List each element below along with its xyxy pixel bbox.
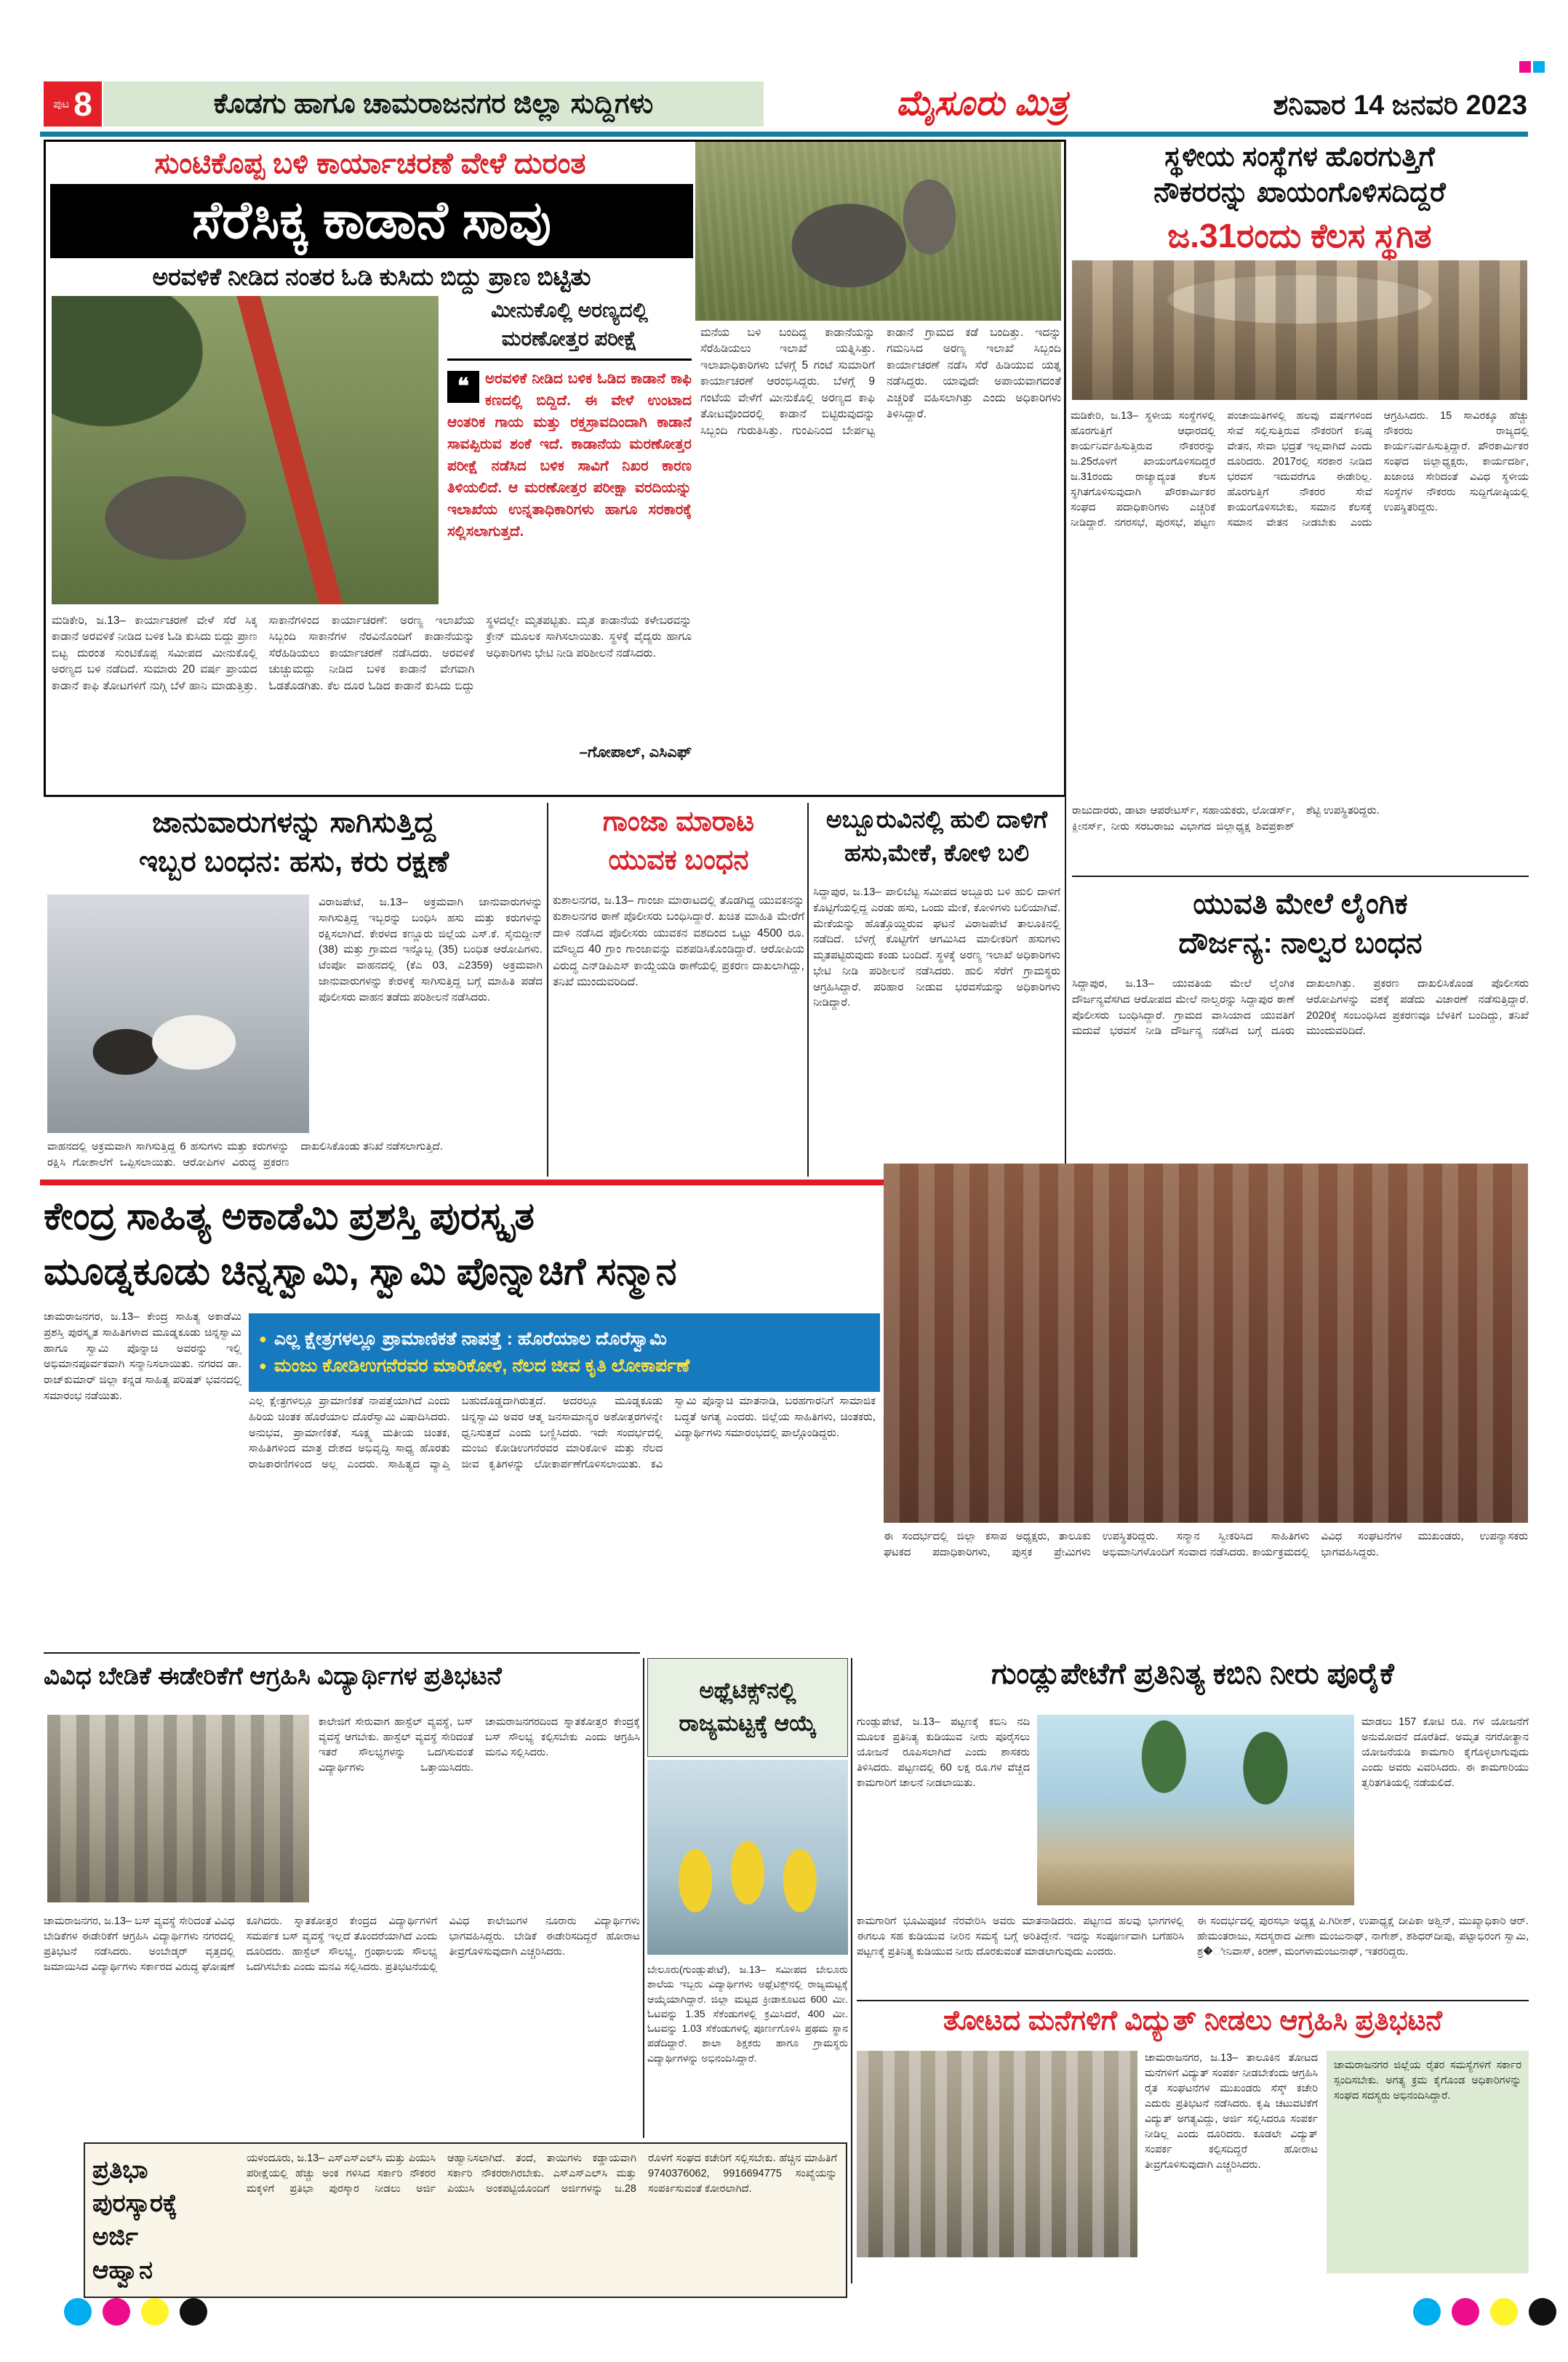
article-kabini-col-right: ಮಾಡಲು 157 ಕೋಟಿ ರೂ. ಗಳ ಯೋಜನೆಗೆ ಅನುಮೋದನೆ ದೊರೆತಿದೆ. ಅಮೃತ ನಗರೋತ್ಥಾನ ಯೋಜನೆಯಡಿ ಕಾಮಗಾರಿ ಕೈಗೊಳ್ಳಲಾಗುವುದು ಎಂದು ಅವರು ವಿವರಿಸಿದರು. ಈ ಕಾಮಗಾರಿಯು ತ್ವರಿತಗತಿಯಲ್ಲಿ ನಡೆಯಲಿದೆ. — [1361, 1716, 1529, 1790]
article-assault-tail2: ನೀರು ಸರಬರಾಜು ವಿಭಾಗದ ಜಿಲ್ಲಾಧ್ಯಕ್ಷ ಶಿವಪ್ರಕಾಶ್ ಶೆಟ್ಟಿ ಉಪಸ್ಥಿತರಿದ್ದರು. — [1111, 804, 1380, 833]
article-elephant-headline: ಸೆರೆಸಿಕ್ಕ ಕಾಡಾನೆ ಸಾವು — [50, 184, 693, 258]
article-ganja — [553, 803, 804, 1177]
edition-date: ಶನಿವಾರ 14 ಜನವರಿ 2023 — [1273, 89, 1527, 121]
article-elephant-right-column: ಮನೆಯ ಬಳಿ ಬಂದಿದ್ದ ಕಾಡಾನೆಯನ್ನು ಸೆರೆಹಿಡಿಯಲು ಇಲಾಖೆ ಯತ್ನಿಸಿತ್ತು. ಇಲಾಖಾಧಿಕಾರಿಗಳು ಬೆಳಗ್ಗೆ 5 ಗಂಟೆ ಸುಮಾರಿಗೆ ಕಾರ್ಯಾಚರಣೆ ಆರಂಭಿಸಿದ್ದರು. ಬೆಳಗ್ಗೆ 9 ಗಂಟೆಯ ವೇಳೆಗೆ ಮೀನುಕೊಲ್ಲಿ ಅರಣ್ಯದ ಕಾಫಿ ತೋಟವೊಂದರಲ್ಲಿ ಕಾಡಾನೆ ಬಿಟ್ಟಿರುವುದನ್ನು ಸಿಬ್ಬಂದಿ ಗುರುತಿಸಿತ್ತು. ಗುಂಪಿನಿಂದ ಬೇರ್ಪಟ್ಟ ಕಾಡಾನೆ ಗ್ರಾಮದ ಕಡೆ ಬಂದಿತ್ತು. ಇದನ್ನು ಗಮನಿಸಿದ ಅರಣ್ಯ ಇಲಾಖೆ ಸಿಬ್ಬಂದಿ ಕಾರ್ಯಾಚರಣೆ ನಡೆಸಿ ಸೆರೆ ಹಿಡಿಯುವ ಯತ್ನ ನಡೆಸಿದ್ದರು. ಯಾವುದೇ ಅಪಾಯವಾಗದಂತೆ ಎಚ್ಚರಿಕೆ ವಹಿಸಲಾಗಿತ್ತು ಎಂದು ಅಧಿಕಾರಿಗಳು ತಿಳಿಸಿದ್ದಾರೆ. — [700, 327, 1061, 437]
article-kabini-head: ಗುಂಡ್ಲುಪೇಟೆಗೆ ಪ್ರತಿನಿತ್ಯ ಕಬಿನಿ ನೀರು ಪೂರೈಕೆ — [991, 1658, 1394, 1690]
article-cattle-body-side: ವಿರಾಜಪೇಟೆ, ಜ.13– ಅಕ್ರಮವಾಗಿ ಜಾನುವಾರುಗಳನ್ನು ಸಾಗಿಸುತ್ತಿದ್ದ ಇಬ್ಬರನ್ನು ಬಂಧಿಸಿ ಹಸು ಮತ್ತು ಕರುಗಳನ್ನು ರಕ್ಷಿಸಲಾಗಿದೆ. ಕೇರಳದ ಕಣ್ಣೂರು ಜಿಲ್ಲೆಯ ಎಸ್.ಕೆ. ಸೈನುದ್ದೀನ್ (38) ಮತ್ತು ಗ್ರಾಮದ ಇನ್ನೊಬ್ಬ (35) ಬಂಧಿತ ಆರೋಪಿಗಳು. ಟೆಂಪೋ ವಾಹನದಲ್ಲಿ (ಕೆಎ 03, ಎ2359) ಅಕ್ರಮವಾಗಿ ಜಾನುವಾರುಗಳನ್ನು ಕೇರಳಕ್ಕೆ ಸಾಗಿಸುತ್ತಿದ್ದ ಬಗ್ಗೆ ಮಾಹಿತಿ ಪಡೆದ ಪೊಲೀಸರು ವಾಹನ ತಡೆದು ಪರಿಶೀಲನೆ ನಡೆಸಿದರು. — [319, 896, 543, 1004]
article-athletics-body: ಬೇಲೂರು(ಗುಂಡ್ಲುಪೇಟೆ), ಜ.13– ಸಮೀಪದ ಬೇಲೂರು ಶಾಲೆಯ ಇಬ್ಬರು ವಿದ್ಯಾರ್ಥಿಗಳು ಅಥ್ಲೆಟಿಕ್ಸ್‌ನಲ್ಲಿ ರಾಜ್ಯಮಟ್ಟಕ್ಕೆ ಆಯ್ಕೆಯಾಗಿದ್ದಾರೆ. ಜಿಲ್ಲಾ ಮಟ್ಟದ ಕ್ರೀಡಾಕೂಟದ 600 ಮೀ. ಓಟವನ್ನು 1.35 ಸೆಕೆಂಡುಗಳಲ್ಲಿ ಕ್ರಮಿಸಿದರೆ, 400 ಮೀ. ಓಟವನ್ನು 1.03 ಸೆಕೆಂಡುಗಳಲ್ಲಿ ಪೂರ್ಣಗೊಳಿಸಿ ಪ್ರಥಮ ಸ್ಥಾನ ಪಡೆದಿದ್ದಾರೆ. ಶಾಲಾ ಶಿಕ್ಷಕರು ಹಾಗೂ ಗ್ರಾಮಸ್ಥರು ವಿದ್ಯಾರ್ಥಿಗಳನ್ನು ಅಭಿನಂದಿಸಿದ್ದಾರೆ. — [647, 1963, 848, 2064]
article-elephant-kicker: ಸುಂಟಿಕೊಪ್ಪ ಬಳಿ ಕಾರ್ಯಾಚರಣೆ ವೇಳೆ ದುರಂತ — [154, 147, 586, 180]
article-cattle — [44, 803, 544, 1177]
feature-head2: ಮೂಡ್ನಕೂಡು ಚಿನ್ನಸ್ವಾಮಿ, ಸ್ವಾಮಿ ಪೊನ್ನಾಚಿಗೆ ಸನ್ಮಾನ — [44, 1251, 677, 1293]
article-pratibha — [84, 2142, 847, 2298]
column-divider — [547, 803, 548, 1177]
feature-bullet-1: ಎಲ್ಲ ಕ್ಷೇತ್ರಗಳಲ್ಲೂ ಪ್ರಾಮಾಣಿಕತೆ ನಾಪತ್ತೆ : ಹೊರೆಯಾಲ ದೊರೆಸ್ವಾಮಿ — [273, 1328, 667, 1349]
article-cattle-head2: ಇಬ್ಬರ ಬಂಧನ: ಹಸು, ಕರು ರಕ್ಷಣೆ — [138, 846, 449, 878]
feature-intro-column: ಚಾಮರಾಜನಗರ, ಜ.13– ಕೇಂದ್ರ ಸಾಹಿತ್ಯ ಅಕಾಡೆಮಿ ಪ್ರಶಸ್ತಿ ಪುರಸ್ಕೃತ ಸಾಹಿತಿಗಳಾದ ಮೂಡ್ನಕೂಡು ಚಿನ್ನಸ್ವಾಮಿ ಹಾಗೂ ಸ್ವಾಮಿ ಪೊನ್ನಾಚಿ ಅವರನ್ನು ಇಲ್ಲಿ ಅಭಿಮಾನಪೂರ್ವಕವಾಗಿ ಸನ್ಮಾನಿಸಲಾಯಿತು. ನಗರದ ಡಾ. ರಾಜ್‌ಕುಮಾರ್ ಜಿಲ್ಲಾ ಕನ್ನಡ ಸಾಹಿತ್ಯ ಪರಿಷತ್ ಭವನದಲ್ಲಿ ಸಮಾರಂಭ ನಡೆಯಿತು. — [44, 1310, 241, 1402]
article-electricity-head: ತೋಟದ ಮನೆಗಳಿಗೆ ವಿದ್ಯುತ್ ನೀಡಲು ಆಗ್ರಹಿಸಿ ಪ್ರತಿಭಟನೆ — [943, 2006, 1443, 2036]
photo-kabini-bhoomi-pooja — [1037, 1715, 1354, 1905]
article-outsourcing-head2: ನೌಕರರನ್ನು ಖಾಯಂಗೊಳಿಸದಿದ್ದರೆ — [1153, 177, 1446, 209]
quote-icon: ❝ — [447, 371, 479, 403]
photo-athlete-students — [647, 1760, 848, 1955]
cyan-dot — [1413, 2298, 1441, 2326]
article-elephant — [44, 140, 1066, 797]
page-number: 8 — [73, 85, 92, 123]
photo-award-ceremony — [884, 1164, 1528, 1523]
article-outsourcing-head-red: ಜ.31ರಂದು ಕೆಲಸ ಸ್ಥಗಿತ — [1167, 216, 1432, 255]
article-pratibha-head-line3: ಅರ್ಜಿ — [92, 2222, 138, 2251]
yellow-dot — [141, 2298, 169, 2326]
article-elephant-inset-head: ಮೀನುಕೊಲ್ಲಿ ಅರಣ್ಯದಲ್ಲಿ ಮರಣೋತ್ತರ ಪರೀಕ್ಷೆ — [447, 296, 692, 361]
article-outsourcing-body: ಮಡಿಕೇರಿ, ಜ.13– ಸ್ಥಳೀಯ ಸಂಸ್ಥೆಗಳಲ್ಲಿ ಹೊರಗುತ್ತಿಗೆ ಆಧಾರದಲ್ಲಿ ಕಾರ್ಯನಿರ್ವಹಿಸುತ್ತಿರುವ ನೌಕರರನ್ನು ಜ.25ರೊಳಗೆ ಖಾಯಂಗೊಳಿಸದಿದ್ದರೆ ಜ.31ರಂದು ರಾಜ್ಯಾದ್ಯಂತ ಕೆಲಸ ಸ್ಥಗಿತಗೊಳಿಸುವುದಾಗಿ ಪೌರಕಾರ್ಮಿಕರ ಸಂಘದ ಪದಾಧಿಕಾರಿಗಳು ಎಚ್ಚರಿಕೆ ನೀಡಿದ್ದಾರೆ. ನಗರಸಭೆ, ಪುರಸಭೆ, ಪಟ್ಟಣ ಪಂಚಾಯಿತಿಗಳಲ್ಲಿ ಹಲವು ವರ್ಷಗಳಿಂದ ಸೇವೆ ಸಲ್ಲಿಸುತ್ತಿರುವ ನೌಕರರಿಗೆ ಕನಿಷ್ಠ ವೇತನ, ಸೇವಾ ಭದ್ರತೆ ಇಲ್ಲವಾಗಿದೆ ಎಂದು ದೂರಿದರು. 2017ರಲ್ಲಿ ಸರಕಾರ ನೀಡಿದ ಭರವಸೆ ಇದುವರೆಗೂ ಈಡೇರಿಲ್ಲ. ಹೊರಗುತ್ತಿಗೆ ನೌಕರರ ಸೇವೆ ಕಾಯಂಗೊಳಿಸಬೇಕು, ಸಮಾನ ಕೆಲಸಕ್ಕೆ ಸಮಾನ ವೇತನ ನೀಡಬೇಕು ಎಂದು ಆಗ್ರಹಿಸಿದರು. 15 ಸಾವಿರಕ್ಕೂ ಹೆಚ್ಚು ನೌಕರರು ರಾಜ್ಯದಲ್ಲಿ ಕಾರ್ಯನಿರ್ವಹಿಸುತ್ತಿದ್ದಾರೆ. ಪೌರಕಾರ್ಮಿಕರ ಸಂಘದ ಜಿಲ್ಲಾಧ್ಯಕ್ಷರು, ಕಾರ್ಯದರ್ಶಿ, ಖಜಾಂಚಿ ಸೇರಿದಂತೆ ವಿವಿಧ ಸ್ಥಳೀಯ ಸಂಸ್ಥೆಗಳ ನೌಕರರು ಸುದ್ದಿಗೋಷ್ಠಿಯಲ್ಲಿ ಉಪಸ್ಥಿತರಿದ್ದರು. — [1071, 410, 1529, 529]
feature-bullet-box — [249, 1313, 880, 1392]
magenta-dot — [103, 2298, 130, 2326]
bullet-icon: ● — [259, 1332, 267, 1347]
article-cattle-head1: ಜಾನುವಾರುಗಳನ್ನು ಸಾಗಿಸುತ್ತಿದ್ದ — [152, 806, 436, 838]
article-elephant-subhead: ಅರವಳಿಕೆ ನೀಡಿದ ನಂತರ ಓಡಿ ಕುಸಿದು ಬಿದ್ದು ಪ್ರಾಣ ಬಿಟ್ಟಿತು — [152, 263, 591, 290]
column-divider — [807, 803, 809, 1177]
article-tiger-head2: ಹಸು,ಮೇಕೆ, ಕೋಳಿ ಬಲಿ — [844, 839, 1029, 867]
article-elephant-body: ಮಡಿಕೇರಿ, ಜ.13– ಕಾರ್ಯಾಚರಣೆ ವೇಳೆ ಸೆರೆ ಸಿಕ್ಕ ಕಾಡಾನೆ ಅರವಳಿಕೆ ನೀಡಿದ ಬಳಿಕ ಓಡಿ ಕುಸಿದು ಬಿದ್ದು ಪ್ರಾಣ ಬಿಟ್ಟ ದುರಂತ ಸುಂಟಿಕೊಪ್ಪ ಸಮೀಪದ ಮೀನುಕೊಲ್ಲಿ ಅರಣ್ಯದ ಬಳಿ ನಡೆದಿದೆ. ಸುಮಾರು 20 ವರ್ಷ ಪ್ರಾಯದ ಕಾಡಾನೆ ಕಾಫಿ ತೋಟಗಳಿಗೆ ನುಗ್ಗಿ ಬೆಳೆ ಹಾನಿ ಮಾಡುತ್ತಿತ್ತು. ಸಾಕಾನೆಗಳಿಂದ ಕಾರ್ಯಾಚರಣೆ: ಅರಣ್ಯ ಇಲಾಖೆಯ ಸಿಬ್ಬಂದಿ ಸಾಕಾನೆಗಳ ನೆರವಿನೊಂದಿಗೆ ಕಾಡಾನೆಯನ್ನು ಸೆರೆಹಿಡಿಯಲು ಕಾರ್ಯಾಚರಣೆ ನಡೆಸಿದರು. ಅರವಳಿಕೆ ಚುಚ್ಚುಮದ್ದು ನೀಡಿದ ಬಳಿಕ ಕಾಡಾನೆ ವೇಗವಾಗಿ ಓಡತೊಡಗಿತು. ಕೆಲ ದೂರ ಓಡಿದ ಕಾಡಾನೆ ಕುಸಿದು ಬಿದ್ದು ಸ್ಥಳದಲ್ಲೇ ಮೃತಪಟ್ಟಿತು. ಮೃತ ಕಾಡಾನೆಯ ಕಳೇಬರವನ್ನು ಕ್ರೇನ್ ಮೂಲಕ ಸಾಗಿಸಲಾಯಿತು. ಸ್ಥಳಕ್ಕೆ ವೈದ್ಯರು ಹಾಗೂ ಅಧಿಕಾರಿಗಳು ಭೇಟಿ ನೀಡಿ ಪರಿಶೀಲನೆ ನಡೆಸಿದರು. — [52, 614, 692, 692]
article-athletics — [647, 1658, 848, 2138]
feature-body: ಎಲ್ಲ ಕ್ಷೇತ್ರಗಳಲ್ಲೂ ಪ್ರಾಮಾಣಿಕತೆ ನಾಪತ್ತೆಯಾಗಿದೆ ಎಂದು ಹಿರಿಯ ಚಿಂತಕ ಹೊರೆಯಾಲ ದೊರೆಸ್ವಾಮಿ ವಿಷಾದಿಸಿದರು. ಅನುಭವ, ಪ್ರಾಮಾಣಿಕತೆ, ಸೂಕ್ಷ್ಮ ಮತೀಯ ಚಿಂತಕ, ಸಾಹಿತಿಗಳಿಂದ ಮಾತ್ರ ದೇಶದ ಅಭಿವೃದ್ಧಿ ಸಾಧ್ಯ ಹೊರತು ರಾಜಕಾರಣಿಗಳಿಂದ ಅಲ್ಲ ಎಂದರು. ಸಾಹಿತ್ಯದ ವ್ಯಾಪ್ತಿ ಬಹುದೊಡ್ಡದಾಗಿರುತ್ತದೆ. ಅದರಲ್ಲೂ ಮೂಡ್ನಕೂಡು ಚಿನ್ನಸ್ವಾಮಿ ಅವರ ಆತ್ಮ ಜನಸಾಮಾನ್ಯರ ಅಶೋತ್ತರಗಳನ್ನೇ ಧ್ವನಿಸುತ್ತದೆ ಎಂದು ಬಣ್ಣಿಸಿದರು. ಇದೇ ಸಂದರ್ಭದಲ್ಲಿ ಮಂಜು ಕೋಡಿಉಗನೆರವರ ಮಾರಿಕೋಳಿ ಮತ್ತು ನೆಲದ ಜೀವ ಕೃತಿಗಳನ್ನು ಲೋಕಾರ್ಪಣೆಗೊಳಿಸಲಾಯಿತು. ಕವಿ ಸ್ವಾಮಿ ಪೊನ್ನಾಚಿ ಮಾತನಾಡಿ, ಬರಹಗಾರನಿಗೆ ಸಾಮಾಜಿಕ ಬದ್ಧತೆ ಅಗತ್ಯ ಎಂದರು. ಜಿಲ್ಲೆಯ ಸಾಹಿತಿಗಳು, ಚಿಂತಕರು, ವಿದ್ಯಾರ್ಥಿಗಳು ಸಮಾರಂಭದಲ್ಲಿ ಪಾಲ್ಗೊಂಡಿದ್ದರು. — [249, 1395, 876, 1470]
photo-cattle-truck — [47, 894, 309, 1133]
article-electricity-green-tail: ಚಾಮರಾಜನಗರ ಜಿಲ್ಲೆಯ ರೈತರ ಸಮಸ್ಯೆಗಳಿಗೆ ಸರ್ಕಾರ ಸ್ಪಂದಿಸಬೇಕು. ಅಗತ್ಯ ಕ್ರಮ ಕೈಗೊಂಡ ಅಧಿಕಾರಿಗಳನ್ನು ಸಂಘದ ಸದಸ್ಯರು ಅಭಿನಂದಿಸಿದ್ದಾರೆ. — [1327, 2051, 1529, 2273]
cyan-dot — [64, 2298, 92, 2326]
article-ganja-body: ಕುಶಾಲನಗರ, ಜ.13– ಗಾಂಜಾ ಮಾರಾಟದಲ್ಲಿ ತೊಡಗಿದ್ದ ಯುವಕನನ್ನು ಕುಶಾಲನಗರ ಠಾಣೆ ಪೊಲೀಸರು ಬಂಧಿಸಿದ್ದಾರೆ. ಖಚಿತ ಮಾಹಿತಿ ಮೇರೆಗೆ ದಾಳಿ ನಡೆಸಿದ ಪೊಲೀಸರು ಯುವಕನ ವಶದಿಂದ ಒಟ್ಟು 4500 ರೂ. ಮೌಲ್ಯದ 40 ಗ್ರಾಂ ಗಾಂಜಾವನ್ನು ವಶಪಡಿಸಿಕೊಂಡಿದ್ದಾರೆ. ಆರೋಪಿಯ ವಿರುದ್ಧ ಎನ್‌ಡಿಪಿಎಸ್ ಕಾಯ್ದೆಯಡಿ ಠಾಣೆಯಲ್ಲಿ ಪ್ರಕರಣ ದಾಖಲಾಗಿದ್ದು, ತನಿಖೆ ಮುಂದುವರಿದಿದೆ. — [553, 894, 804, 989]
article-assault-tail1: ರಾಜುದಾರರು, ಡಾಟಾ ಆಪರೇಟರ್ಸ್, ಸಹಾಯಕರು, ಲೋಡರ್ಸ್, ಕ್ಲೀನರ್ಸ್, — [1072, 804, 1295, 833]
article-kabini-mid2: ಈ ಸಂದರ್ಭದಲ್ಲಿ ಪುರಸಭಾ ಅಧ್ಯಕ್ಷ ಪಿ.ಗಿರೀಶ್, ಉಪಾಧ್ಯಕ್ಷೆ ದೀಪಿಕಾ ಅಶ್ವಿನ್, ಮುಖ್ಯಾಧಿಕಾರಿ ಆರ್. ಹೇಮಂತರಾಜು, ಸದಸ್ಯರಾದ ವೀಣಾ ಮಂಜುನಾಥ್, ನಾಗೇಶ್, ಶಶಿಧರ್‌ದೀಪು, ಪಟ್ಟಾಭಿರಂಗ ಸ್ವಾಮಿ, ಶ್ರ�ೀನಿವಾಸ್, ಕಿರಣ್, ಮಂಗಳಾಮಂಜುನಾಥ್, ಇತರರಿದ್ದರು. — [1197, 1915, 1529, 1958]
section-title-band: ಕೊಡಗು ಹಾಗೂ ಚಾಮರಾಜನಗರ ಜಿಲ್ಲಾ ಸುದ್ದಿಗಳು — [103, 81, 764, 127]
feature-bullet-2: ಮಂಜು ಕೋಡಿಉಗನೆರವರ ಮಾರಿಕೋಳಿ, ನೆಲದ ಜೀವ ಕೃತಿ ಲೋಕಾರ್ಪಣೆ — [273, 1356, 690, 1376]
article-students-body-side: ಕಾಲೇಜಿಗೆ ಸೇರುವಾಗ ಹಾಸ್ಟೆಲ್ ವ್ಯವಸ್ಥೆ, ಬಸ್ ವ್ಯವಸ್ಥೆ ಆಗಬೇಕು. ಹಾಸ್ಟೆಲ್ ವ್ಯವಸ್ಥೆ ಸೇರಿದಂತೆ ಇತರೆ ಸೌಲಭ್ಯಗಳನ್ನು ಒದಗಿಸುವಂತೆ ವಿದ್ಯಾರ್ಥಿಗಳು ಒತ್ತಾಯಿಸಿದರು. ಚಾಮರಾಜನಗರದಿಂದ ಸ್ನಾತಕೋತ್ತರ ಕೇಂದ್ರಕ್ಕೆ ಬಸ್ ಸೌಲಭ್ಯ ಕಲ್ಪಿಸಬೇಕು ಎಂದು ಆಗ್ರಹಿಸಿ ಮನವಿ ಸಲ್ಲಿಸಿದರು. — [319, 1716, 640, 1774]
masthead-logo: ಮೈಸೂರು ಮಿತ್ರ — [895, 84, 1068, 123]
feature-below-photo: ಈ ಸಂದರ್ಭದಲ್ಲಿ ಜಿಲ್ಲಾ ಕಸಾಪ ಅಧ್ಯಕ್ಷರು, ತಾಲೂಕು ಘಟಕದ ಪದಾಧಿಕಾರಿಗಳು, ಪುಸ್ತಕ ಪ್ರೇಮಿಗಳು ಉಪಸ್ಥಿತರಿದ್ದರು. ಸನ್ಮಾನ ಸ್ವೀಕರಿಸಿದ ಸಾಹಿತಿಗಳು ಅಭಿಮಾನಿಗಳೊಂದಿಗೆ ಸಂವಾದ ನಡೆಸಿದರು. ಕಾರ್ಯಕ್ರಮದಲ್ಲಿ ವಿವಿಧ ಸಂಘಟನೆಗಳ ಮುಖಂಡರು, ಉಪನ್ಯಾಸಕರು ಭಾಗವಹಿಸಿದ್ದರು. — [884, 1530, 1528, 1558]
article-pratibha-head — [85, 2144, 238, 2297]
article-assault — [1072, 803, 1529, 1177]
column-divider — [851, 1658, 852, 2283]
page-number-box — [44, 81, 102, 127]
article-electricity-body: ಚಾಮರಾಜನಗರ, ಜ.13– ತಾಲೂಕಿನ ತೋಟದ ಮನೆಗಳಿಗೆ ವಿದ್ಯುತ್ ಸಂಪರ್ಕ ನೀಡಬೇಕೆಂದು ಆಗ್ರಹಿಸಿ ರೈತ ಸಂಘಟನೆಗಳ ಮುಖಂಡರು ಸೆಸ್ಕ್ ಕಚೇರಿ ಎದುರು ಪ್ರತಿಭಟನೆ ನಡೆಸಿದರು. ಕೃಷಿ ಚಟುವಟಿಕೆಗೆ ವಿದ್ಯುತ್ ಅಗತ್ಯವಿದ್ದು, ಅರ್ಜಿ ಸಲ್ಲಿಸಿದರೂ ಸಂಪರ್ಕ ನೀಡಿಲ್ಲ ಎಂದು ದೂರಿದರು. ಕೂಡಲೇ ವಿದ್ಯುತ್ ಸಂಪರ್ಕ ಕಲ್ಪಿಸದಿದ್ದರೆ ಹೋರಾಟ ತೀವ್ರಗೊಳಿಸುವುದಾಗಿ ಎಚ್ಚರಿಸಿದರು. — [1145, 2052, 1318, 2171]
print-registration-marks-left — [64, 2298, 218, 2329]
column-divider — [643, 1658, 644, 2138]
photo-elephant-fallen — [52, 296, 439, 604]
article-athletics-head: ಅಥ್ಲೆಟಿಕ್ಸ್‌ನಲ್ಲಿ ರಾಜ್ಯಮಟ್ಟಕ್ಕೆ ಆಯ್ಕೆ — [647, 1658, 848, 1757]
photo-elephant-standing — [695, 142, 1061, 321]
article-elephant-quote: ಅರವಳಿಕೆ ನೀಡಿದ ಬಳಿಕ ಓಡಿದ ಕಾಡಾನೆ ಕಾಫಿ ಕಣದಲ್ಲಿ ಬಿದ್ದಿದೆ. ಈ ವೇಳೆ ಉಂಟಾದ ಆಂತರಿಕ ಗಾಯ ಮತ್ತು ರಕ್ತಸ್ರಾವದಿಂದಾಗಿ ಕಾಡಾನೆ ಸಾವಪ್ಪಿರುವ ಶಂಕೆ ಇದೆ. ಕಾಡಾನೆಯ ಮರಣೋತ್ತರ ಪರೀಕ್ಷೆ ನಡೆಸಿದ ಬಳಿಕ ಸಾವಿಗೆ ನಿಖರ ಕಾರಣ ತಿಳಿಯಲಿದೆ. ಆ ಮರಣೋತ್ತರ ಪರೀಕ್ಷಾ ವರದಿಯನ್ನು ಇಲಾಖೆಯ ಉನ್ನತಾಧಿಕಾರಿಗಳು ಹಾಗೂ ಸರಕಾರಕ್ಕೆ ಸಲ್ಲಿಸಲಾಗುತ್ತದೆ. — [447, 371, 692, 540]
article-pratibha-body: ಯಳಂದೂರು, ಜ.13– ಎಸ್‌ಎಸ್‌ಎಲ್‌ಸಿ ಮತ್ತು ಪಿಯುಸಿ ಪರೀಕ್ಷೆಯಲ್ಲಿ ಹೆಚ್ಚು ಅಂಕ ಗಳಿಸಿದ ಸರ್ಕಾರಿ ನೌಕರರ ಮಕ್ಕಳಿಗೆ ಪ್ರತಿಭಾ ಪುರಸ್ಕಾರ ನೀಡಲು ಅರ್ಜಿ ಆಹ್ವಾನಿಸಲಾಗಿದೆ. ತಂದೆ, ತಾಯಿಗಳು ಕಡ್ಡಾಯವಾಗಿ ಸರ್ಕಾರಿ ನೌಕರರಾಗಿರಬೇಕು. ಎಸ್‌ಎಸ್‌ಎಲ್‌ಸಿ ಮತ್ತು ಪಿಯುಸಿ ಅಂಕಪಟ್ಟಿಯೊಂದಿಗೆ ಅರ್ಜಿಗಳನ್ನು ಜ.28 ರೊಳಗೆ ಸಂಘದ ಕಚೇರಿಗೆ ಸಲ್ಲಿಸಬೇಕು. ಹೆಚ್ಚಿನ ಮಾಹಿತಿಗೆ 9740376062, 9916694775 ಸಂಖ್ಯೆಯನ್ನು ಸಂಪರ್ಕಿಸುವಂತೆ ಕೋರಲಾಗಿದೆ. — [247, 2153, 837, 2195]
print-registration-marks-right — [1413, 2298, 1567, 2329]
article-students — [44, 1658, 640, 2138]
article-tiger-body: ಸಿದ್ದಾಪುರ, ಜ.13– ಪಾಲಿಬೆಟ್ಟ ಸಮೀಪದ ಅಬ್ಬೂರು ಬಳಿ ಹುಲಿ ದಾಳಿಗೆ ಕೊಟ್ಟಿಗೆಯಲ್ಲಿದ್ದ ಎರಡು ಹಸು, ಒಂದು ಮೇಕೆ, ಕೋಳಿಗಳು ಬಲಿಯಾಗಿವೆ. ಮೇಕೆಯನ್ನು ಹೊತ್ತೊಯ್ದಿರುವ ಘಟನೆ ವಿರಾಜಪೇಟೆ ತಾಲೂಕಿನಲ್ಲಿ ನಡೆದಿದೆ. ಬೆಳಗ್ಗೆ ಕೊಟ್ಟಿಗೆಗೆ ಆಗಮಿಸಿದ ಮಾಲೀಕರಿಗೆ ಹಸುಗಳು ಮೃತಪಟ್ಟಿರುವುದು ಕಂಡು ಬಂದಿದೆ. ಸ್ಥಳಕ್ಕೆ ಅರಣ್ಯ ಇಲಾಖೆ ಅಧಿಕಾರಿಗಳು ಭೇಟಿ ನೀಡಿ ಪರಿಶೀಲನೆ ನಡೆಸಿದರು. ಹುಲಿ ಸೆರೆಗೆ ಗ್ರಾಮಸ್ಥರು ಆಗ್ರಹಿಸಿದ್ದಾರೆ. ಪರಿಹಾರ ನೀಡುವ ಭರವಸೆಯನ್ನು ಅಧಿಕಾರಿಗಳು ನೀಡಿದ್ದಾರೆ. — [813, 886, 1060, 1009]
article-assault-body: ಸಿದ್ದಾಪುರ, ಜ.13– ಯುವತಿಯ ಮೇಲೆ ಲೈಂಗಿಕ ದೌರ್ಜನ್ಯವೆಸಗಿದ ಆರೋಪದ ಮೇಲೆ ನಾಲ್ವರನ್ನು ಸಿದ್ದಾಪುರ ಠಾಣೆ ಪೊಲೀಸರು ಬಂಧಿಸಿದ್ದಾರೆ. ಗ್ರಾಮದ ವಾಸಿಯಾದ ಯುವತಿಗೆ ಮದುವೆ ಭರವಸೆ ನೀಡಿ ದೌರ್ಜನ್ಯ ನಡೆಸಿದ ಬಗ್ಗೆ ದೂರು ದಾಖಲಾಗಿತ್ತು. ಪ್ರಕರಣ ದಾಖಲಿಸಿಕೊಂಡ ಪೊಲೀಸರು ಆರೋಪಿಗಳನ್ನು ವಶಕ್ಕೆ ಪಡೆದು ವಿಚಾರಣೆ ನಡೆಸುತ್ತಿದ್ದಾರೆ. 2020ಕ್ಕೆ ಸಂಬಂಧಿಸಿದ ಪ್ರಕರಣವೂ ಬೆಳಕಿಗೆ ಬಂದಿದ್ದು, ತನಿಖೆ ಮುಂದುವರಿದಿದೆ. — [1072, 977, 1529, 1038]
article-pratibha-head-line4: ಆಹ್ವಾನ — [92, 2256, 153, 2284]
photo-farmers-protest — [857, 2051, 1137, 2257]
article-students-body: ಚಾಮರಾಜನಗರ, ಜ.13– ಬಸ್ ವ್ಯವಸ್ಥೆ ಸೇರಿದಂತೆ ವಿವಿಧ ಬೇಡಿಕೆಗಳ ಈಡೇರಿಕೆಗೆ ಆಗ್ರಹಿಸಿ ವಿದ್ಯಾರ್ಥಿಗಳು ನಗರದಲ್ಲಿ ಪ್ರತಿಭಟನೆ ನಡೆಸಿದರು. ಅಂಬೇಡ್ಕರ್ ವೃತ್ತದಲ್ಲಿ ಜಮಾಯಿಸಿದ ವಿದ್ಯಾರ್ಥಿಗಳು ಸರ್ಕಾರದ ವಿರುದ್ಧ ಘೋಷಣೆ ಕೂಗಿದರು. ಸ್ನಾತಕೋತ್ತರ ಕೇಂದ್ರದ ವಿದ್ಯಾರ್ಥಿಗಳಿಗೆ ಸಮರ್ಪಕ ಬಸ್ ವ್ಯವಸ್ಥೆ ಇಲ್ಲದೆ ತೊಂದರೆಯಾಗಿದೆ ಎಂದು ದೂರಿದರು. ಹಾಸ್ಟೆಲ್ ಸೌಲಭ್ಯ, ಗ್ರಂಥಾಲಯ ಸೌಲಭ್ಯ ಒದಗಿಸಬೇಕು ಎಂದು ಮನವಿ ಸಲ್ಲಿಸಿದರು. ಪ್ರತಿಭಟನೆಯಲ್ಲಿ ವಿವಿಧ ಕಾಲೇಜುಗಳ ನೂರಾರು ವಿದ್ಯಾರ್ಥಿಗಳು ಭಾಗವಹಿಸಿದ್ದರು. ಬೇಡಿಕೆ ಈಡೇರಿಸದಿದ್ದರೆ ಹೋರಾಟ ತೀವ್ರಗೊಳಿಸುವುದಾಗಿ ಎಚ್ಚರಿಸಿದರು. — [44, 1915, 640, 1974]
article-divider-rule — [857, 2000, 1529, 2001]
black-dot — [1529, 2298, 1556, 2326]
article-pratibha-head-line2: ಪುರಸ್ಕಾರಕ್ಕೆ — [92, 2189, 177, 2217]
cyan-mark — [1533, 61, 1545, 73]
article-tiger — [813, 803, 1060, 1177]
column-divider — [1065, 140, 1066, 1177]
article-elephant-quote-attribution: –ಗೋಪಾಲ್, ಎಸಿಎಫ್ — [579, 744, 692, 761]
print-registration-mark-top — [1517, 61, 1545, 76]
feature-head1: ಕೇಂದ್ರ ಸಾಹಿತ್ಯ ಅಕಾಡೆಮಿ ಪ್ರಶಸ್ತಿ ಪುರಸ್ಕೃತ — [44, 1196, 535, 1238]
header-rule — [40, 132, 1528, 137]
bullet-icon: ● — [259, 1358, 267, 1374]
article-divider-rule — [1072, 876, 1529, 877]
page-label: ಪುಟ — [53, 97, 70, 111]
article-outsourcing-head1: ಸ್ಥಳೀಯ ಸಂಸ್ಥೆಗಳ ಹೊರಗುತ್ತಿಗೆ — [1164, 142, 1435, 172]
yellow-dot — [1490, 2298, 1518, 2326]
article-assault-heads — [1072, 884, 1529, 963]
photo-press-meet — [1072, 260, 1527, 400]
article-assault-head2: ದೌರ್ಜನ್ಯ: ನಾಲ್ವರ ಬಂಧನ — [1178, 927, 1423, 959]
photo-student-protest — [47, 1715, 309, 1902]
article-ganja-head1: ಗಾಂಜಾ ಮಾರಾಟ — [602, 806, 755, 837]
section-rule — [44, 796, 1065, 797]
article-kabini — [857, 1658, 1529, 2285]
section-rule — [44, 1652, 640, 1654]
magenta-mark — [1519, 61, 1531, 73]
article-assault-tail — [1072, 803, 1529, 870]
article-students-head: ವಿವಿಧ ಬೇಡಿಕೆ ಈಡೇರಿಕೆಗೆ ಆಗ್ರಹಿಸಿ ವಿದ್ಯಾರ್ಥಿಗಳ ಪ್ರತಿಭಟನೆ — [44, 1662, 502, 1690]
article-ganja-head2: ಯುವಕ ಬಂಧನ — [608, 845, 749, 876]
black-dot — [180, 2298, 207, 2326]
magenta-dot — [1452, 2298, 1479, 2326]
article-pratibha-head-line1: ಪ್ರತಿಭಾ — [92, 2156, 148, 2184]
article-outsourcing — [1071, 140, 1529, 793]
article-tiger-head1: ಅಬ್ಬೂರುವಿನಲ್ಲಿ ಹುಲಿ ದಾಳಿಗೆ — [825, 806, 1048, 833]
article-assault-head1: ಯುವತಿ ಮೇಲೆ ಲೈಂಗಿಕ — [1193, 888, 1408, 920]
article-cattle-body-bottom: ವಾಹನದಲ್ಲಿ ಅಕ್ರಮವಾಗಿ ಸಾಗಿಸುತ್ತಿದ್ದ 6 ಹಸುಗಳು ಮತ್ತು ಕರುಗಳನ್ನು ರಕ್ಷಿಸಿ ಗೋಶಾಲೆಗೆ ಒಪ್ಪಿಸಲಾಯಿತು. ಆರೋಪಿಗಳ ವಿರುದ್ಧ ಪ್ರಕರಣ ದಾಖಲಿಸಿಕೊಂಡು ತನಿಖೆ ನಡೆಸಲಾಗುತ್ತಿದೆ. — [47, 1140, 444, 1169]
article-kabini-col-left: ಗುಂಡ್ಲುಪೇಟೆ, ಜ.13– ಪಟ್ಟಣಕ್ಕೆ ಕಬಿನಿ ನದಿ ಮೂಲಕ ಪ್ರತಿನಿತ್ಯ ಕುಡಿಯುವ ನೀರು ಪೂರೈಸಲು ಯೋಜನೆ ರೂಪಿಸಲಾಗಿದೆ ಎಂದು ಶಾಸಕರು ತಿಳಿಸಿದರು. ಪಟ್ಟಣದಲ್ಲಿ 60 ಲಕ್ಷ ರೂ.ಗಳ ವೆಚ್ಚದ ಕಾಮಗಾರಿಗೆ ಚಾಲನೆ ನೀಡಲಾಯಿತು. — [857, 1716, 1030, 1790]
article-kabini-mid1: ಕಾಮಗಾರಿಗೆ ಭೂಮಿಪೂಜೆ ನೆರವೇರಿಸಿ ಅವರು ಮಾತನಾಡಿದರು. ಪಟ್ಟಣದ ಹಲವು ಭಾಗಗಳಲ್ಲಿ ಈಗಲೂ ಸಹ ಕುಡಿಯುವ ನೀರಿನ ಸಮಸ್ಯೆ ಬಗ್ಗೆ ಅರಿತಿದ್ದೇನೆ. ಇದನ್ನು ಸಂಪೂರ್ಣವಾಗಿ ಬಗೆಹರಿಸಿ ಪಟ್ಟಣಕ್ಕೆ ಪ್ರತಿನಿತ್ಯ ಕುಡಿಯುವ ನೀರು ದೊರಕುವಂತೆ ಮಾಡಲಾಗುವುದು ಎಂದರು. — [857, 1915, 1184, 1958]
